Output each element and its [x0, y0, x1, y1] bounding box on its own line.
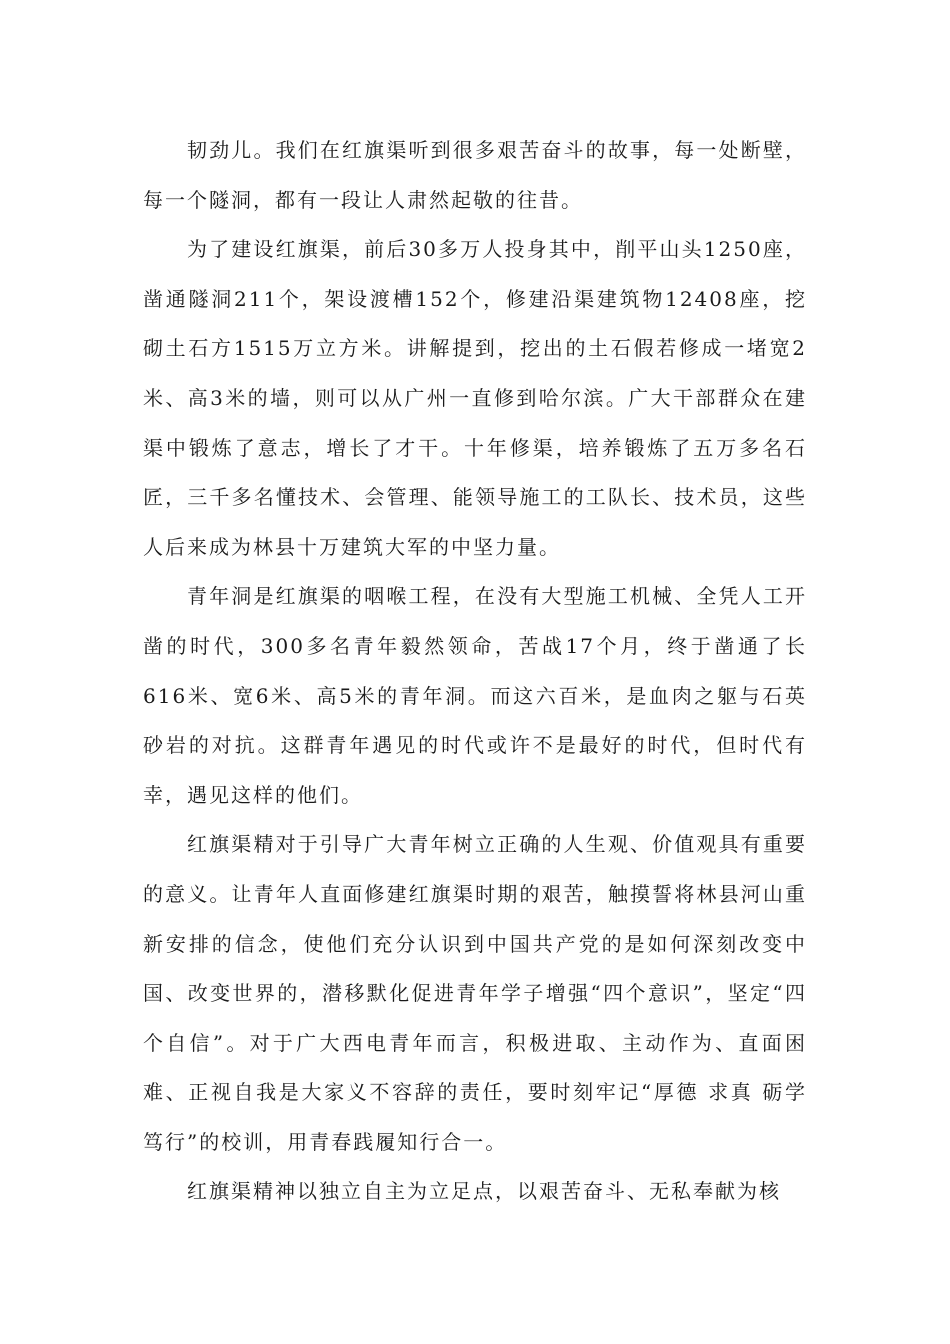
- paragraph-1: 韧劲儿。我们在红旗渠听到很多艰苦奋斗的故事，每一处断壁，每一个隧洞，都有一段让人肃然起敬的往昔。: [143, 138, 807, 212]
- paragraph-2: 为了建设红旗渠，前后30多万人投身其中，削平山头1250座，凿通隧洞211个，架设渡槽152个，修建沿渠建筑物12408座，挖砌土石方1515万立方米。讲解提到，挖出的土石假若修成一堵宽2米、高3米的墙，则可以从广州一直修到哈尔滨。广大干部群众在建渠中锻炼了意志，增长了才干。十年修渠，培养锻炼了五万多名石匠，三千多名懂技术、会管理、能领导施工的工队长、技术员，这些人后来成为林县十万建筑大军的中坚力量。: [143, 237, 807, 559]
- paragraph-4: 红旗渠精对于引导广大青年树立正确的人生观、价值观具有重要的意义。让青年人直面修建红旗渠时期的艰苦，触摸誓将林县河山重新安排的信念，使他们充分认识到中国共产党的是如何深刻改变中国、改变世界的，潜移默化促进青年学子增强“四个意识”，坚定“四个自信”。对于广大西电青年而言，积极进取、主动作为、直面困难、正视自我是大家义不容辞的责任，要时刻牢记“厚德 求真 砺学 笃行”的校训，用青春践履知行合一。: [143, 832, 807, 1154]
- paragraph-5: 红旗渠精神以独立自主为立足点，以艰苦奋斗、无私奉献为核: [187, 1179, 781, 1204]
- paragraph-3: 青年洞是红旗渠的咽喉工程，在没有大型施工机械、全凭人工开凿的时代，300多名青年毅然领命，苦战17个月，终于凿通了长616米、宽6米、高5米的青年洞。而这六百米，是血肉之躯与石英砂岩的对抗。这群青年遇见的时代或许不是最好的时代，但时代有幸，遇见这样的他们。: [143, 584, 807, 807]
- document-body: [143, 126, 807, 1217]
